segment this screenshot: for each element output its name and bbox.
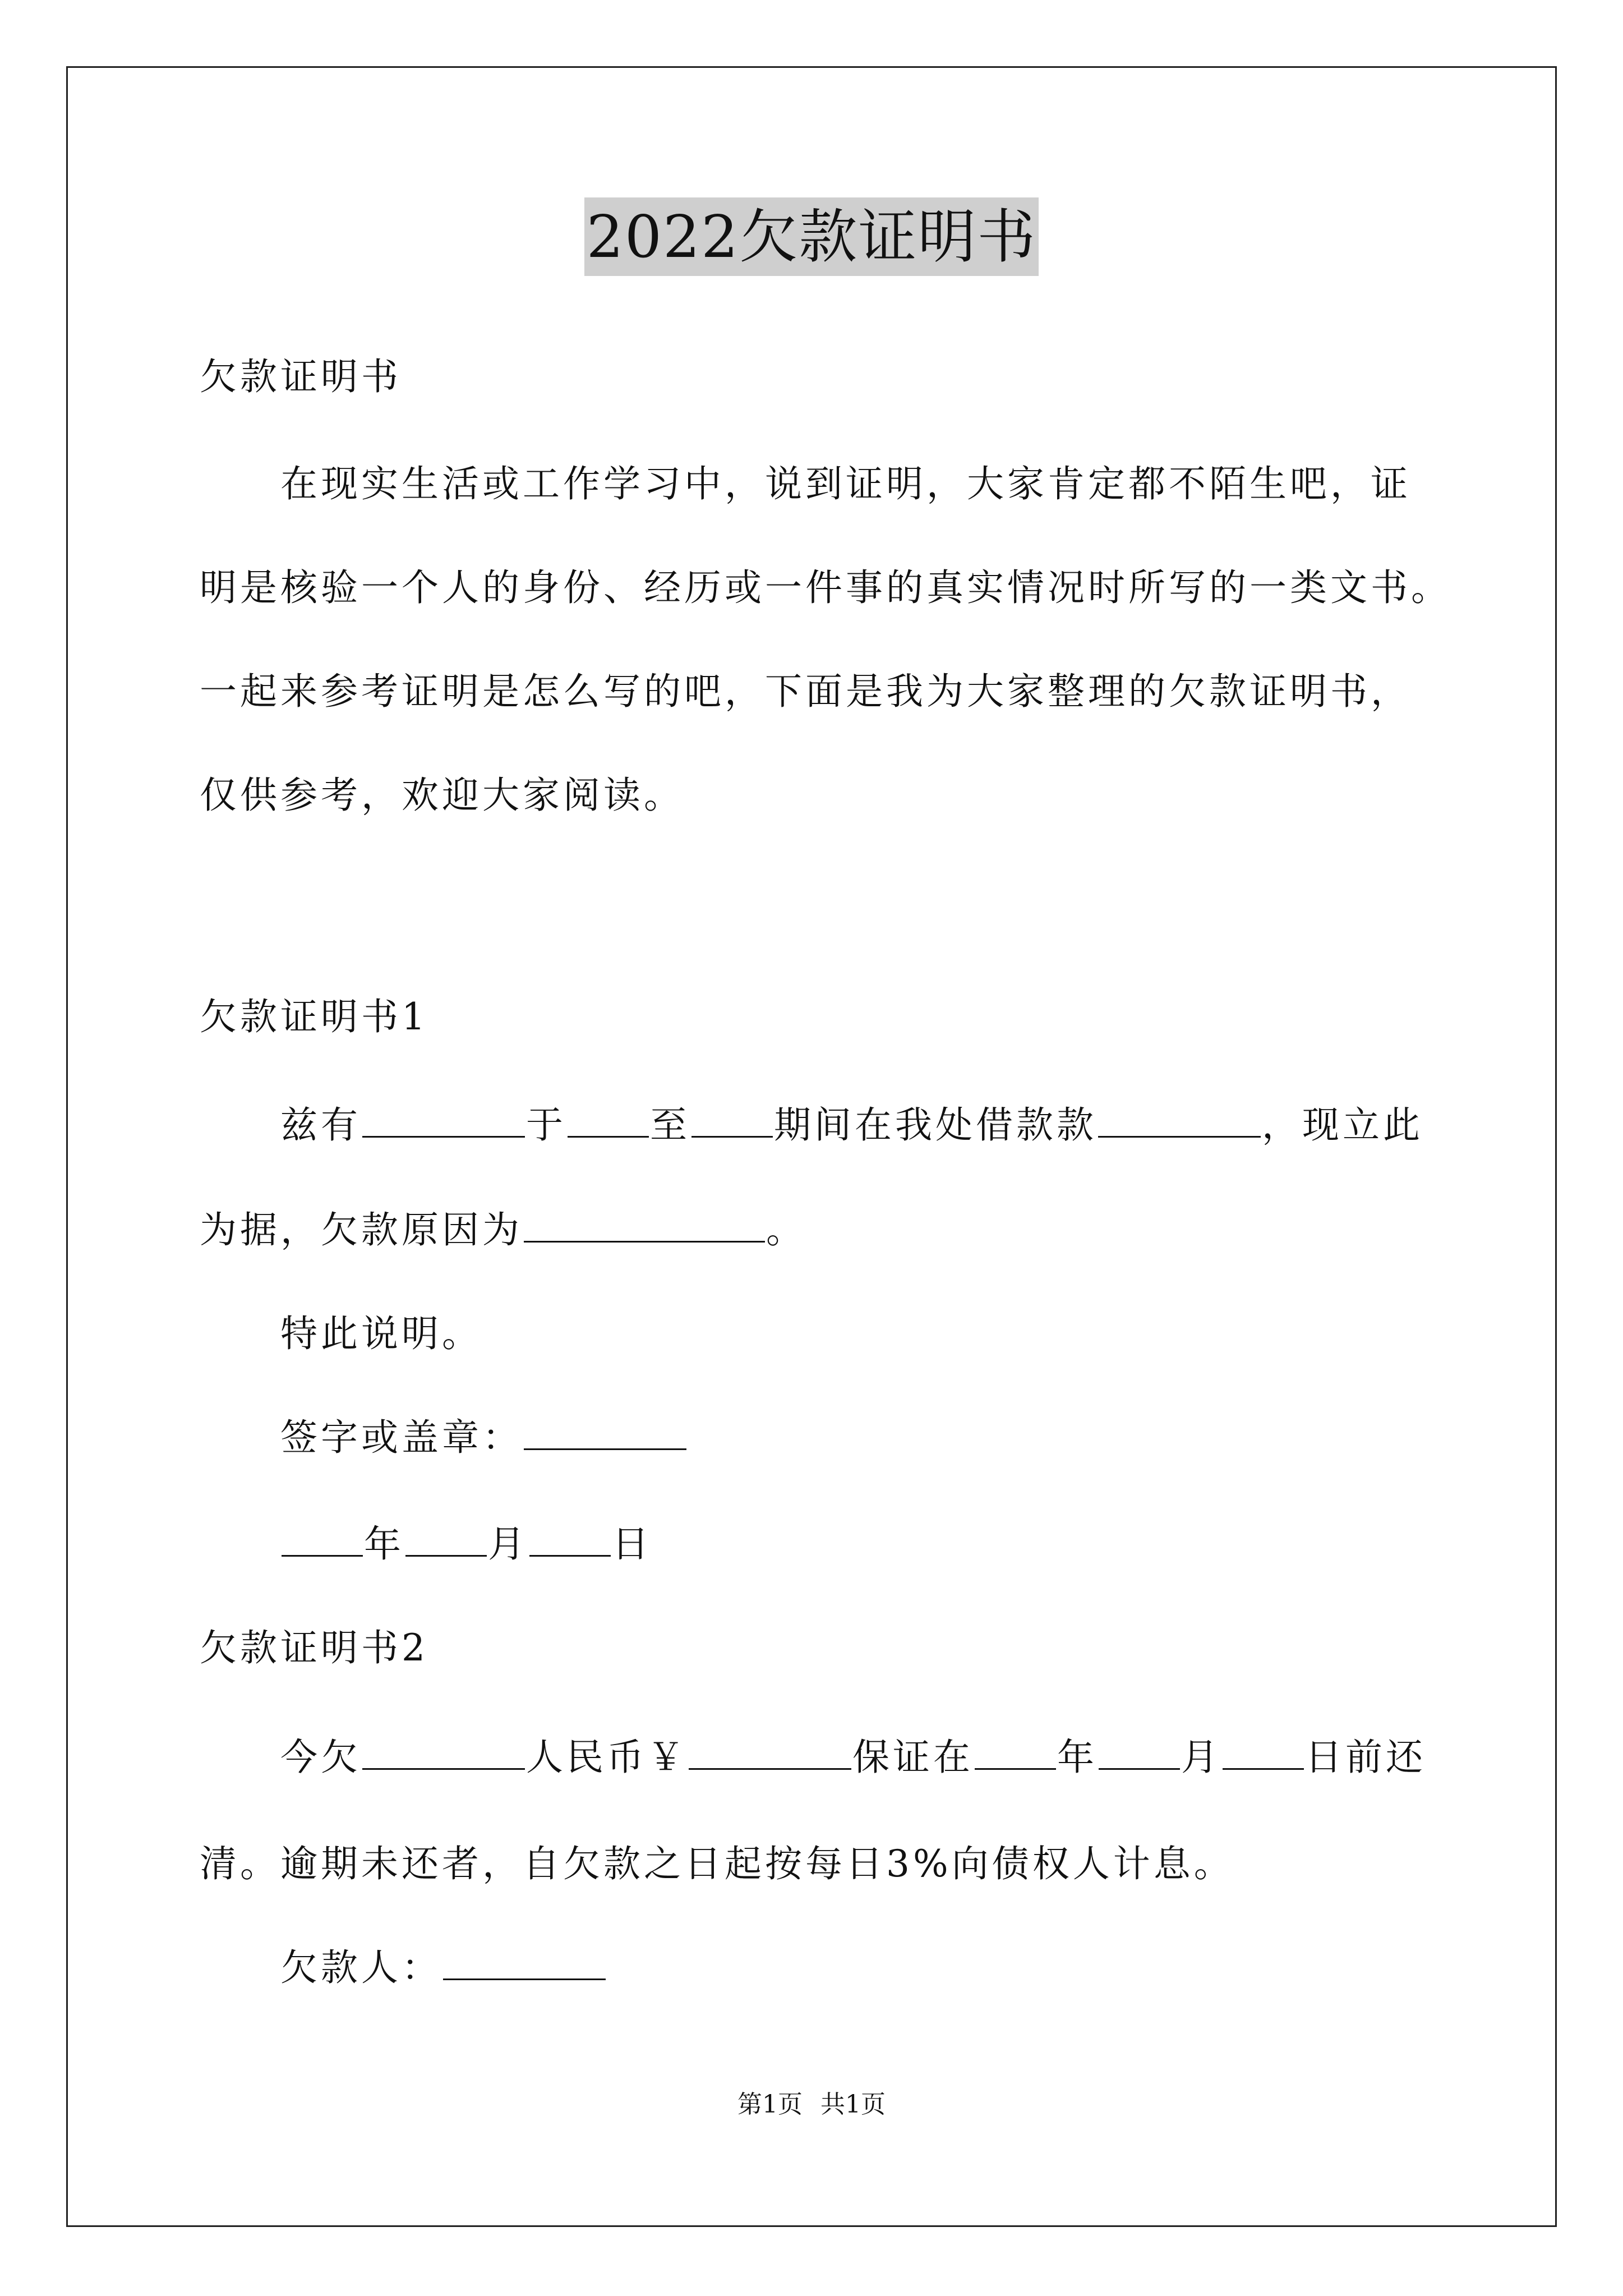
- blank-signature[interactable]: [524, 1415, 686, 1450]
- section1-line-1: [280, 1098, 1423, 1152]
- section1-line-2: [200, 1203, 806, 1257]
- debtor-label: 欠款人：: [280, 1946, 442, 1989]
- section1-date-line: [280, 1517, 652, 1571]
- day-label: 日: [612, 1522, 652, 1566]
- blank-name[interactable]: [362, 1102, 525, 1138]
- page-footer: [0, 2088, 1623, 2122]
- blank-month[interactable]: [405, 1521, 487, 1557]
- intro-paragraph-line-4: 仅供参考，欢迎大家阅读。: [200, 774, 684, 817]
- document-title: 2022欠款证明书: [584, 197, 1039, 276]
- blank-year[interactable]: [282, 1521, 363, 1557]
- section2-year-label: 年: [1057, 1736, 1098, 1779]
- intro-paragraph-line-2: 明是核验一个人的身份、经历或一件事的真实情况时所写的一类文书。: [200, 566, 1451, 609]
- section1-text-xian-li-ci: ，现立此: [1262, 1103, 1423, 1147]
- blank-rmb-amount[interactable]: [689, 1734, 851, 1770]
- blank-repay-year[interactable]: [975, 1734, 1056, 1770]
- intro-heading: 欠款证明书: [200, 355, 402, 398]
- section1-text-zi-you: 兹有: [280, 1103, 361, 1147]
- section1-heading: 欠款证明书1: [200, 995, 428, 1038]
- section1-text-borrow: 期间在我处借款款: [774, 1103, 1097, 1147]
- blank-day[interactable]: [529, 1521, 611, 1557]
- year-label: 年: [364, 1522, 404, 1566]
- page-number: 第1页: [737, 2090, 803, 2119]
- section2-debtor-line: [280, 1941, 607, 1995]
- section1-text-yu: 于: [526, 1103, 566, 1147]
- title-area: [0, 197, 1623, 276]
- blank-start-date[interactable]: [568, 1102, 649, 1138]
- month-label: 月: [488, 1522, 528, 1566]
- blank-repay-month[interactable]: [1099, 1734, 1180, 1770]
- section2-text-guarantee: 保证在: [852, 1736, 974, 1779]
- section2-text-before-repay: 日前还: [1305, 1736, 1426, 1779]
- section2-month-label: 月: [1181, 1736, 1221, 1779]
- section2-text-rmb: 人民币￥: [526, 1736, 688, 1779]
- page-total: 共1页: [820, 2090, 886, 2119]
- section2-line-2: 清。逾期未还者，自欠款之日起按每日3%向债权人计息。: [200, 1842, 1234, 1885]
- blank-amount[interactable]: [1098, 1102, 1261, 1138]
- section1-text-reason: 为据，欠款原因为: [200, 1208, 523, 1251]
- blank-reason[interactable]: [524, 1207, 765, 1243]
- section2-line-1: [280, 1731, 1426, 1784]
- section1-text-zhi: 至: [650, 1103, 690, 1147]
- blank-repay-day[interactable]: [1223, 1734, 1304, 1770]
- intro-paragraph-line-3: 一起来参考证明是怎么写的吧，下面是我为大家整理的欠款证明书，: [200, 670, 1411, 713]
- intro-paragraph-line-1: 在现实生活或工作学习中，说到证明，大家肯定都不陌生吧，证: [280, 462, 1411, 505]
- section2-heading: 欠款证明书2: [200, 1626, 428, 1669]
- section1-text-period: 。: [766, 1208, 806, 1251]
- section2-text-jin-qian: 今欠: [280, 1736, 361, 1779]
- section1-statement: 特此说明。: [280, 1312, 482, 1355]
- blank-creditor[interactable]: [362, 1734, 525, 1770]
- sign-label: 签字或盖章：: [280, 1416, 523, 1459]
- blank-debtor[interactable]: [443, 1945, 606, 1980]
- section1-sign-line: [280, 1411, 688, 1465]
- blank-end-date[interactable]: [691, 1102, 773, 1138]
